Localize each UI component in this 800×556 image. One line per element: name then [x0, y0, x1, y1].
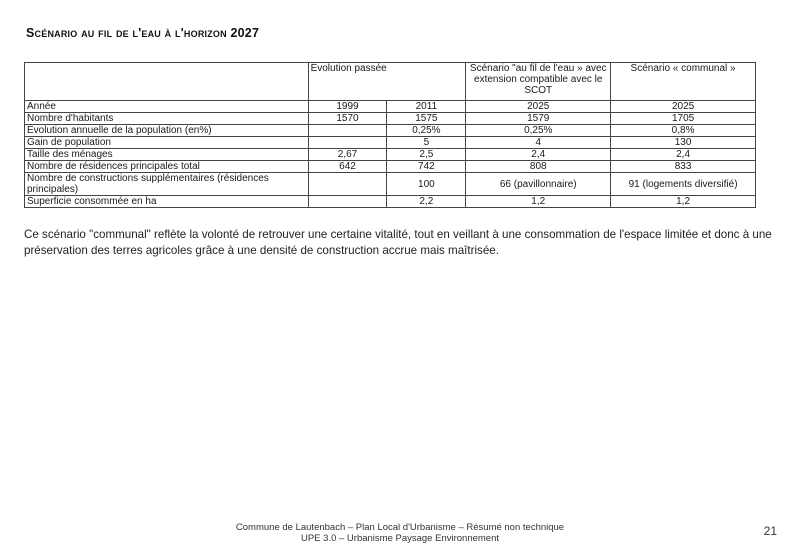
header-scenario-communal: Scénario « communal »	[611, 63, 756, 101]
table-header-row	[25, 63, 756, 101]
table-row	[25, 196, 756, 208]
scenario-table	[24, 62, 756, 208]
row-label: Nombre d'habitants	[25, 113, 309, 125]
cell-2011: 5	[387, 137, 466, 149]
table-row	[25, 161, 756, 173]
cell-communal: 0,8%	[611, 125, 756, 137]
cell-2011: 2,5	[387, 149, 466, 161]
cell-1999	[308, 137, 387, 149]
cell-fil-de-leau: 66 (pavillonnaire)	[466, 173, 611, 196]
cell-communal: 833	[611, 161, 756, 173]
cell-2011: 100	[387, 173, 466, 196]
cell-2011: 742	[387, 161, 466, 173]
section-title: Scénario au fil de l'eau à l'horizon 2027	[26, 26, 260, 40]
table-row	[25, 137, 756, 149]
cell-1999: 1999	[308, 101, 387, 113]
cell-fil-de-leau: 1579	[466, 113, 611, 125]
cell-fil-de-leau: 2,4	[466, 149, 611, 161]
cell-1999	[308, 173, 387, 196]
cell-communal: 1,2	[611, 196, 756, 208]
cell-2011: 2,2	[387, 196, 466, 208]
cell-2011: 1575	[387, 113, 466, 125]
row-label: Évolution annuelle de la population (en%)	[25, 125, 309, 137]
cell-1999: 642	[308, 161, 387, 173]
cell-fil-de-leau: 0,25%	[466, 125, 611, 137]
row-label: Nombre de constructions supplémentaires (résidences principales)	[25, 173, 309, 196]
header-evolution-passee: Évolution passée	[308, 63, 466, 101]
cell-fil-de-leau: 2025	[466, 101, 611, 113]
cell-communal: 91 (logements diversifié)	[611, 173, 756, 196]
cell-communal: 1705	[611, 113, 756, 125]
cell-1999	[308, 125, 387, 137]
cell-communal: 2,4	[611, 149, 756, 161]
cell-1999: 2,67	[308, 149, 387, 161]
cell-fil-de-leau: 4	[466, 137, 611, 149]
page-number: 21	[763, 524, 777, 538]
header-empty-cell	[25, 63, 309, 101]
cell-communal: 2025	[611, 101, 756, 113]
cell-2011: 0,25%	[387, 125, 466, 137]
row-label: Nombre de résidences principales total	[25, 161, 309, 173]
cell-communal: 130	[611, 137, 756, 149]
cell-2011: 2011	[387, 101, 466, 113]
cell-fil-de-leau: 808	[466, 161, 611, 173]
table-row	[25, 125, 756, 137]
table-row	[25, 173, 756, 196]
footer-line-2: UPE 3.0 – Urbanisme Paysage Environnement	[300, 533, 500, 544]
footer-line-1: Commune de Lautenbach – Plan Local d'Urbanisme – Résumé non technique	[235, 522, 565, 533]
header-scenario-fil-de-leau: Scénario "au fil de l'eau » avec extension compatible avec le SCOT	[466, 63, 611, 101]
table-row	[25, 149, 756, 161]
scenario-note: Ce scénario "communal" reflète la volonté de retrouver une certaine vitalité, tout en veillant à une consommation de l'espace limitée et donc à une préservation des terres agricoles grâce à une densité de construction accrue mais maîtrisée.	[24, 228, 772, 257]
cell-fil-de-leau: 1,2	[466, 196, 611, 208]
table-row	[25, 101, 756, 113]
row-label: Gain de population	[25, 137, 309, 149]
table-row	[25, 113, 756, 125]
row-label: Superficie consommée en ha	[25, 196, 309, 208]
cell-1999	[308, 196, 387, 208]
page-footer	[0, 522, 800, 544]
row-label: Taille des ménages	[25, 149, 309, 161]
row-label: Année	[25, 101, 309, 113]
cell-1999: 1570	[308, 113, 387, 125]
